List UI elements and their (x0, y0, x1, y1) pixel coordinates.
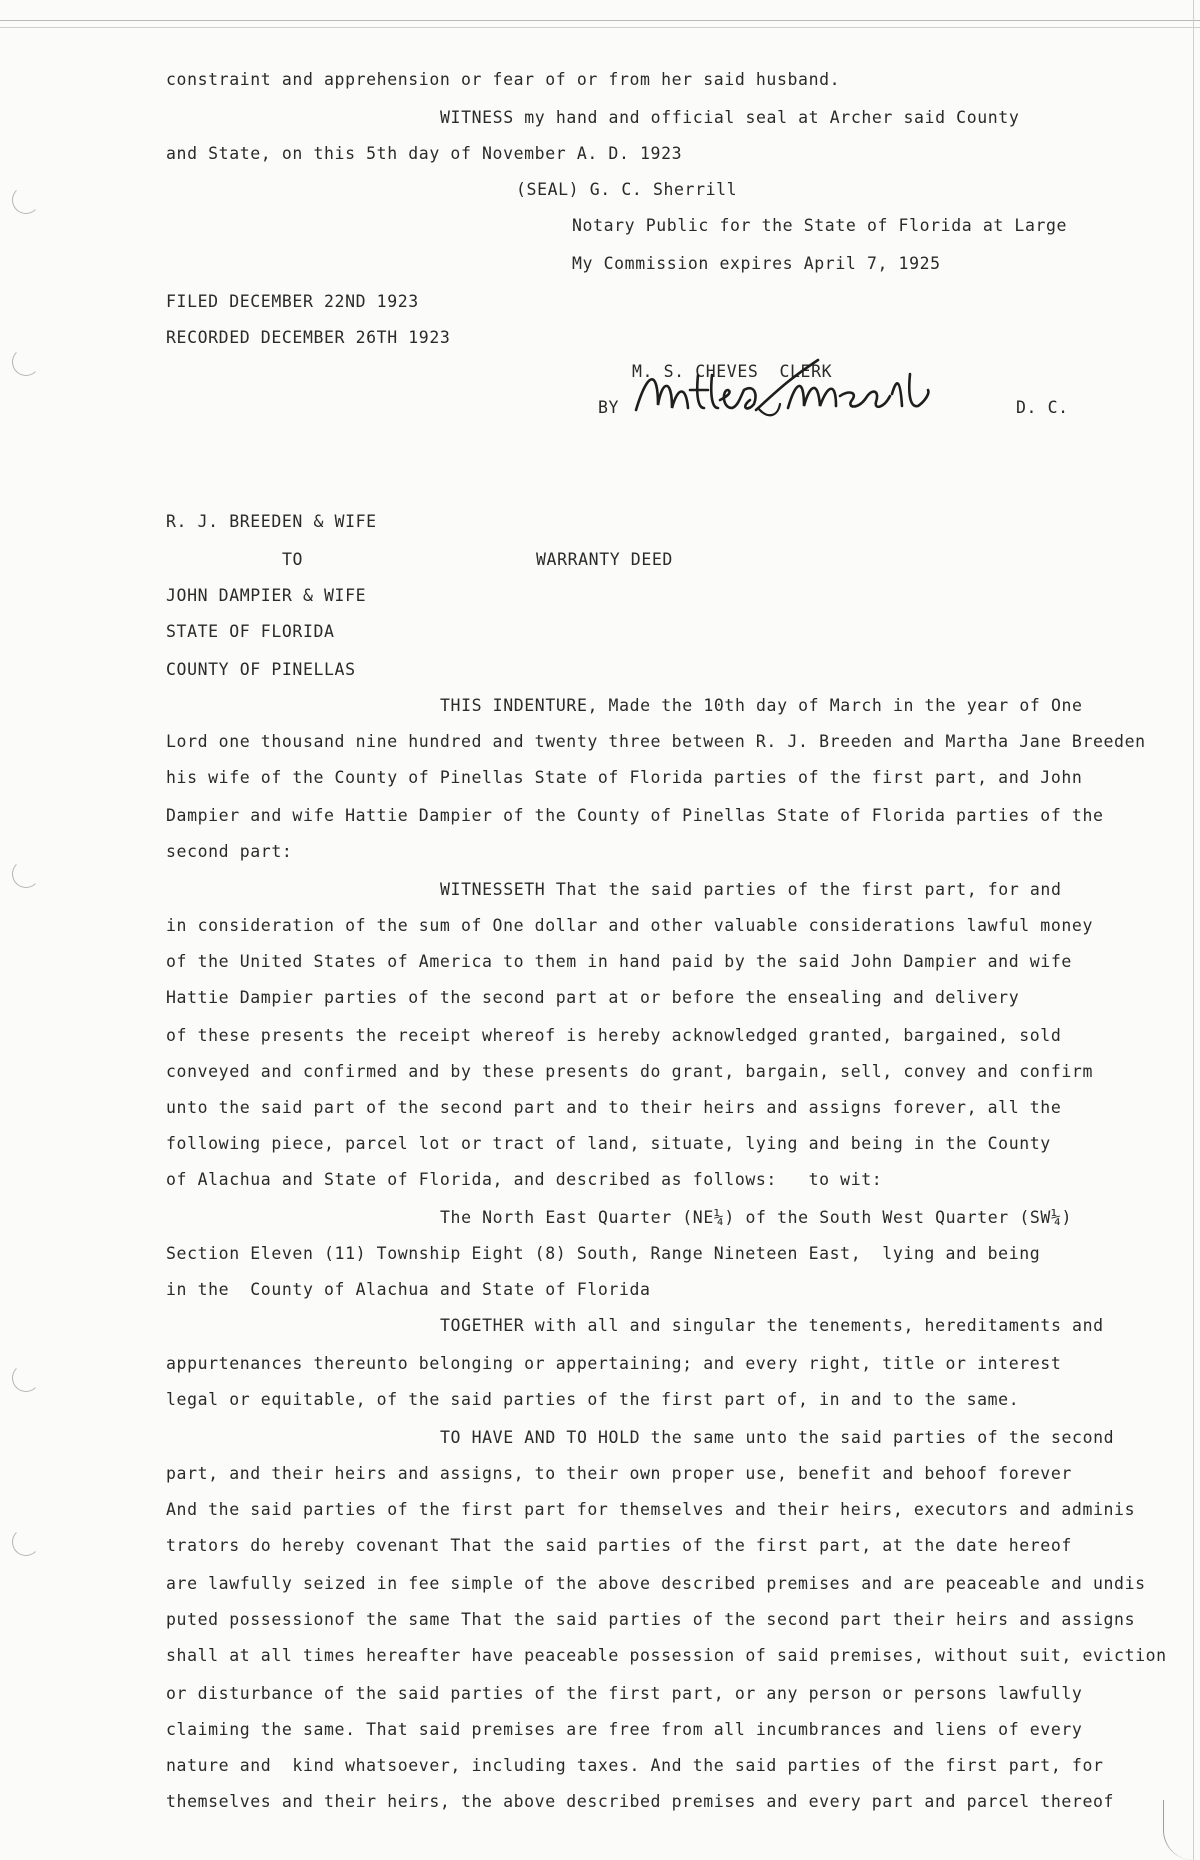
grantee-heading: JOHN DAMPIER & WIFE (166, 586, 367, 605)
body-line: of the United States of America to them in hand paid by the said John Dampier and wife (166, 952, 1072, 971)
body-line: Hattie Dampier parties of the second part at or before the ensealing and delivery (166, 988, 1020, 1007)
page-corner (1163, 1800, 1194, 1860)
text-line: constraint and apprehension or fear of or from her said husband. (166, 70, 841, 89)
body-line: TO HAVE AND TO HOLD the same unto the said parties of the second (440, 1428, 1115, 1447)
body-line: Dampier and wife Hattie Dampier of the County of Pinellas State of Florida parties of the (166, 806, 1104, 825)
body-line: themselves and their heirs, the above described premises and every part and parcel thereof (166, 1792, 1115, 1811)
to-heading: TO (282, 550, 304, 569)
body-line: trators do hereby covenant That the said parties of the first part, at the date hereof (166, 1536, 1072, 1555)
body-line: WITNESSETH That the said parties of the first part, for and (440, 880, 1062, 899)
body-line: part, and their heirs and assigns, to their own proper use, benefit and behoof forever (166, 1464, 1072, 1483)
body-line: unto the said part of the second part and to their heirs and assigns forever, all the (166, 1098, 1062, 1117)
body-line: following piece, parcel lot or tract of land, situate, lying and being in the County (166, 1134, 1051, 1153)
deed-type: WARRANTY DEED (536, 550, 673, 569)
body-line: Lord one thousand nine hundred and twenty three between R. J. Breeden and Martha Jane Breeden (166, 732, 1146, 751)
filed-date: FILED DECEMBER 22ND 1923 (166, 292, 419, 311)
seal-line: (SEAL) G. C. Sherrill (516, 180, 738, 199)
recorded-date: RECORDED DECEMBER 26TH 1923 (166, 328, 451, 347)
punch-hole (12, 860, 40, 888)
county-heading: COUNTY OF PINELLAS (166, 660, 356, 679)
body-line: his wife of the County of Pinellas State of Florida parties of the first part, and John (166, 768, 1083, 787)
body-line: conveyed and confirmed and by these presents do grant, bargain, sell, convey and confirm (166, 1062, 1093, 1081)
property-description: The North East Quarter (NE¼) of the South West Quarter (SW¼) (440, 1208, 1073, 1227)
body-line: puted possessionof the same That the said parties of the second part their heirs and assigns (166, 1610, 1136, 1629)
by-label: BY (598, 398, 620, 417)
punch-hole (12, 1364, 40, 1392)
body-line: of Alachua and State of Florida, and described as follows: to wit: (166, 1170, 883, 1189)
notary-title: Notary Public for the State of Florida at Large (572, 216, 1068, 235)
body-line: in consideration of the sum of One dollar and other valuable considerations lawful money (166, 916, 1093, 935)
body-line: shall at all times hereafter have peaceable possession of said premises, without suit, eviction (166, 1646, 1167, 1665)
clerk-name: M. S. CHEVES CLERK (632, 362, 833, 381)
body-line: And the said parties of the first part for themselves and their heirs, executors and adminis (166, 1500, 1136, 1519)
body-line: second part: (166, 842, 293, 861)
handwritten-signature (628, 350, 948, 450)
body-line: THIS INDENTURE, Made the 10th day of March in the year of One (440, 696, 1083, 715)
text-line: and State, on this 5th day of November A. D. 1923 (166, 144, 683, 163)
body-line: are lawfully seized in fee simple of the above described premises and are peaceable and undis (166, 1574, 1146, 1593)
deputy-clerk-label: D. C. (1016, 398, 1069, 417)
body-line: nature and kind whatsoever, including taxes. And the said parties of the first part, for (166, 1756, 1104, 1775)
body-line: or disturbance of the said parties of the first part, or any person or persons lawfully (166, 1684, 1083, 1703)
body-line: TOGETHER with all and singular the tenements, hereditaments and (440, 1316, 1104, 1335)
commission-expiry: My Commission expires April 7, 1925 (572, 254, 941, 273)
body-line: appurtenances thereunto belonging or appertaining; and every right, title or interest (166, 1354, 1062, 1373)
state-heading: STATE OF FLORIDA (166, 622, 335, 641)
grantor-heading: R. J. BREEDEN & WIFE (166, 512, 377, 531)
witness-line: WITNESS my hand and official seal at Archer said County (440, 108, 1020, 127)
page-edge (1193, 0, 1194, 1860)
property-description: Section Eleven (11) Township Eight (8) South, Range Nineteen East, lying and being (166, 1244, 1041, 1263)
property-description: in the County of Alachua and State of Florida (166, 1280, 651, 1299)
punch-hole (12, 1528, 40, 1556)
body-line: claiming the same. That said premises are free from all incumbrances and liens of every (166, 1720, 1083, 1739)
body-line: of these presents the receipt whereof is hereby acknowledged granted, bargained, sold (166, 1026, 1062, 1045)
punch-hole (12, 348, 40, 376)
top-rule (0, 20, 1200, 28)
body-line: legal or equitable, of the said parties of the first part of, in and to the same. (166, 1390, 1020, 1409)
punch-hole (12, 186, 40, 214)
